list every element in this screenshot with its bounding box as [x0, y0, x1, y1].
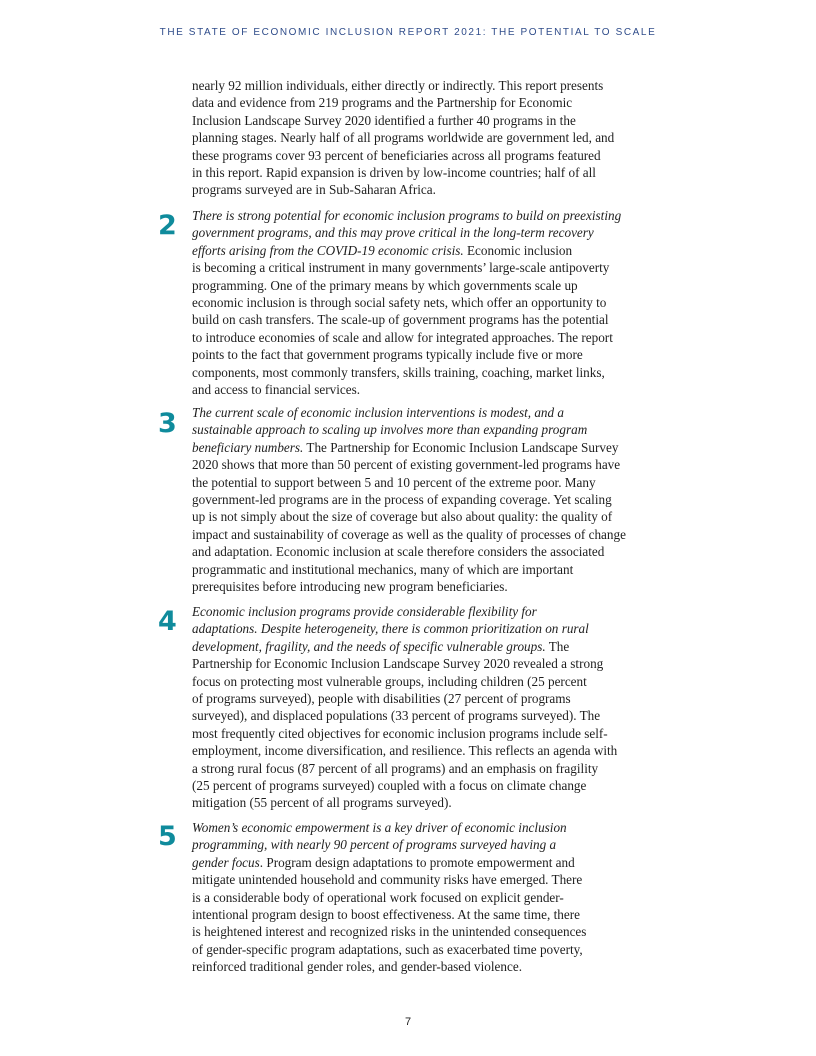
finding-body-text: most frequently cited objectives for economic inclusion programs include self-	[192, 725, 608, 741]
text-line: data and evidence from 219 programs and the Partnership for Economic	[192, 95, 573, 111]
finding-lead-text: efforts arising from the COVID-19 economic crisis.	[192, 242, 464, 258]
text-line	[192, 638, 672, 655]
finding-body-text: (25 percent of programs surveyed) coupled with a focus on climate change	[192, 778, 587, 794]
finding-lead-text: sustainable approach to scaling up involves more than expanding program	[192, 422, 588, 438]
finding-body-text: a strong rural focus (87 percent of all programs) and an emphasis on fragility	[192, 760, 599, 776]
text-line: these programs cover 93 percent of beneficiaries across all programs featured	[192, 147, 601, 163]
text-line	[192, 277, 672, 294]
text-line	[192, 439, 672, 456]
finding-paragraph-4	[192, 603, 672, 812]
text-line	[192, 854, 672, 871]
finding-body-text: is a considerable body of operational work focused on explicit gender-	[192, 889, 564, 905]
text-line: in this report. Rapid expansion is driven by low-income countries; half of all	[192, 165, 596, 181]
page-number: 7	[404, 1016, 412, 1028]
text-line: planning stages. Nearly half of all programs worldwide are government led, and	[192, 130, 615, 146]
finding-body-text: programmatic and institutional mechanics, many of which are important	[192, 561, 574, 577]
finding-body-text: of programs surveyed), people with disabilities (27 percent of programs	[192, 691, 571, 707]
finding-body-text: The	[545, 638, 570, 654]
finding-lead-text: Economic inclusion programs provide considerable flexibility for	[192, 604, 537, 619]
text-line	[192, 923, 672, 940]
finding-number: 5	[158, 821, 177, 852]
finding-body-text: and access to financial services.	[192, 382, 361, 398]
finding-body-text: of gender-specific program adaptations, such as exacerbated time poverty,	[192, 941, 583, 957]
finding-body-text: impact and sustainability of coverage as well as the quality of processes of change	[192, 526, 626, 542]
finding-lead-text: adaptations. Despite heterogeneity, there is common prioritization on rural	[192, 621, 589, 637]
finding-lead-text: government programs, and this may prove critical in the long-term recovery	[192, 225, 594, 241]
finding-body-text: . Program design adaptations to promote empowerment and	[259, 854, 575, 870]
text-line	[192, 294, 672, 311]
finding-body-text: surveyed), and displaced populations (33 percent of programs surveyed). The	[192, 708, 601, 724]
finding-body-text: intentional program design to boost effectiveness. At the same time, there	[192, 907, 580, 923]
text-line	[192, 224, 672, 241]
finding-body-text: Economic inclusion	[463, 242, 573, 258]
text-line	[192, 508, 672, 525]
finding-number: 3	[158, 408, 177, 439]
text-line	[192, 889, 672, 906]
finding-body-text: economic inclusion is through social safety nets, which offer an opportunity to	[192, 295, 607, 311]
text-line: nearly 92 million individuals, either directly or indirectly. This report presents	[192, 78, 604, 93]
text-line	[192, 346, 672, 363]
finding-body-text: to introduce economies of scale and allow for integrated approaches. The report	[192, 329, 613, 345]
finding-body-text: The Partnership for Economic Inclusion Landscape Survey	[303, 439, 619, 455]
finding-body-text: is heightened interest and recognized risks in the unintended consequences	[192, 924, 587, 940]
finding-body-text: build on cash transfers. The scale-up of government programs has the potential	[192, 312, 609, 328]
text-line	[192, 329, 672, 346]
finding-number: 2	[158, 210, 177, 241]
text-line	[192, 794, 672, 811]
text-line	[192, 690, 672, 707]
finding-body-text: is becoming a critical instrument in many governments’ large-scale antipoverty	[192, 260, 610, 276]
text-line	[192, 259, 672, 276]
finding-paragraph-5	[192, 819, 672, 976]
finding-body-text: reinforced traditional gender roles, and gender-based violence.	[192, 959, 523, 975]
finding-body-text: mitigation (55 percent of all programs surveyed).	[192, 795, 452, 811]
finding-lead-text: programming, with nearly 90 percent of programs surveyed having a	[192, 837, 557, 853]
finding-lead-text: beneficiary numbers.	[192, 439, 304, 455]
text-line	[192, 836, 672, 853]
text-line	[192, 725, 672, 742]
text-line	[192, 906, 672, 923]
finding-body-text: up is not simply about the size of coverage but also about quality: the quality of	[192, 509, 613, 525]
text-line	[192, 474, 672, 491]
text-line	[192, 941, 672, 958]
text-line	[192, 673, 672, 690]
text-line	[192, 777, 672, 794]
finding-body-text: focus on protecting most vulnerable groups, including children (25 percent	[192, 673, 587, 689]
text-line	[192, 456, 672, 473]
running-header: THE STATE OF ECONOMIC INCLUSION REPORT 2021: THE POTENTIAL TO SCALE	[159, 27, 657, 38]
finding-body-text: prerequisites before introducing new program beneficiaries.	[192, 579, 508, 595]
text-line	[192, 404, 672, 421]
text-line	[192, 381, 672, 398]
finding-body-text: components, most commonly transfers, skills training, coaching, market links,	[192, 364, 605, 380]
finding-paragraph-3	[192, 404, 672, 595]
finding-body-text: points to the fact that government programs typically include five or more	[192, 347, 583, 363]
finding-number: 4	[158, 606, 177, 637]
text-line	[192, 958, 672, 975]
finding-paragraph-2	[192, 207, 672, 398]
finding-lead-text: Women’s economic empowerment is a key driver of economic inclusion	[192, 820, 567, 835]
text-line	[192, 421, 672, 438]
text-line	[192, 871, 672, 888]
text-line	[192, 207, 672, 224]
finding-body-text: programming. One of the primary means by which governments scale up	[192, 277, 578, 293]
text-line	[192, 526, 672, 543]
text-line	[192, 543, 672, 560]
finding-lead-text: The current scale of economic inclusion interventions is modest, and a	[192, 405, 564, 420]
finding-body-text: the potential to support between 5 and 10 percent of the extreme poor. Many	[192, 474, 596, 490]
finding-lead-text: gender focus	[192, 854, 260, 870]
finding-body-text: employment, income diversification, and resilience. This reflects an agenda with	[192, 743, 618, 759]
text-line	[192, 603, 672, 620]
text-line	[192, 491, 672, 508]
finding-body-text: Partnership for Economic Inclusion Landscape Survey 2020 revealed a strong	[192, 656, 604, 672]
text-line	[192, 819, 672, 836]
text-line	[192, 620, 672, 637]
text-line	[192, 760, 672, 777]
text-line	[192, 655, 672, 672]
text-line	[192, 707, 672, 724]
text-line	[192, 364, 672, 381]
intro-paragraph	[192, 77, 672, 199]
finding-lead-text: There is strong potential for economic inclusion programs to build on preexisting	[192, 208, 622, 223]
finding-body-text: and adaptation. Economic inclusion at scale therefore considers the associated	[192, 544, 605, 560]
finding-body-text: government-led programs are in the process of expanding coverage. Yet scaling	[192, 492, 612, 508]
text-line	[192, 578, 672, 595]
finding-body-text: mitigate unintended household and community risks have emerged. There	[192, 872, 583, 888]
text-line	[192, 561, 672, 578]
finding-body-text: 2020 shows that more than 50 percent of existing government-led programs have	[192, 457, 621, 473]
text-line	[192, 242, 672, 259]
text-line	[192, 311, 672, 328]
text-line: programs surveyed are in Sub-Saharan Africa.	[192, 182, 436, 198]
text-line	[192, 742, 672, 759]
finding-lead-text: development, fragility, and the needs of specific vulnerable groups.	[192, 638, 546, 654]
text-line: Inclusion Landscape Survey 2020 identified a further 40 programs in the	[192, 112, 576, 128]
